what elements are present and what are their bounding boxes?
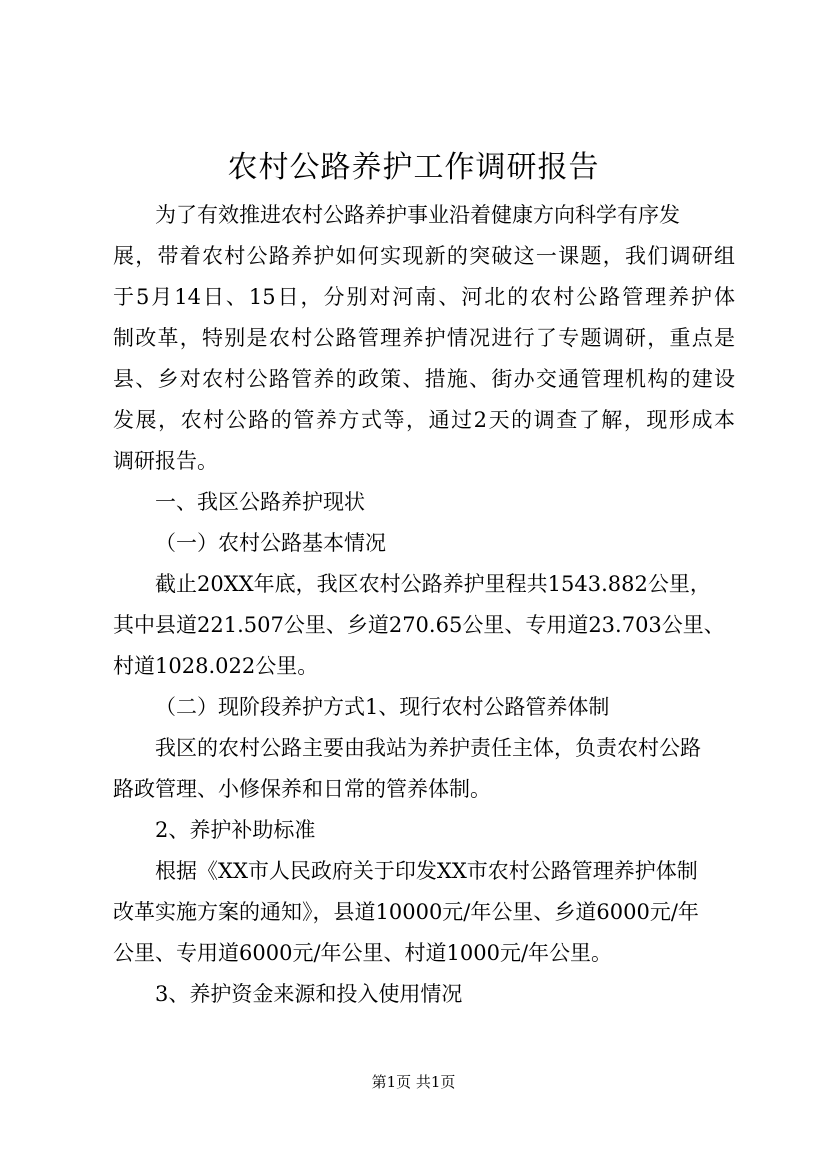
- paragraph-line-3: 于5月14日、15日，分别对河南、河北的农村公路管理养护体: [113, 285, 735, 309]
- paragraph-line-10: 村道1028.022公里。: [113, 654, 319, 678]
- subsection-heading-2: （二）现阶段养护方式1、现行农村公路管养体制: [155, 695, 610, 719]
- section-heading-1: 一、我区公路养护现状: [155, 490, 365, 514]
- document-title: 农村公路养护工作调研报告: [227, 150, 600, 185]
- paragraph-line-15: 公里、专用道6000元/年公里、村道1000元/年公里。: [113, 941, 613, 965]
- paragraph-line-6: 发展，农村公路的管养方式等，通过2天的调查了解，现形成本: [113, 408, 735, 432]
- paragraph-line-11: 我区的农村公路主要由我站为养护责任主体，负责农村公路: [155, 736, 701, 760]
- paragraph-line-1: 为了有效推进农村公路养护事业沿着健康方向科学有序发: [155, 203, 680, 227]
- item-heading-2: 2、养护补助标准: [155, 818, 316, 842]
- paragraph-line-8: 截止20XX年底，我区农村公路养护里程共1543.882公里，: [155, 572, 711, 596]
- page-footer: 第1页 共1页: [371, 1073, 456, 1091]
- paragraph-line-14: 改革实施方案的通知》，县道10000元/年公里、乡道6000元/年: [113, 900, 699, 924]
- paragraph-line-5: 县、乡对农村公路管养的政策、措施、街办交通管理机构的建设: [113, 367, 735, 391]
- paragraph-line-2: 展，带着农村公路养护如何实现新的突破这一课题，我们调研组: [113, 244, 735, 268]
- item-heading-3: 3、养护资金来源和投入使用情况: [155, 982, 463, 1006]
- paragraph-line-4: 制改革，特别是农村公路管理养护情况进行了专题调研，重点是: [113, 326, 735, 350]
- subsection-heading-1: （一）农村公路基本情况: [155, 531, 386, 555]
- paragraph-line-7: 调研报告。: [113, 449, 218, 473]
- paragraph-line-12: 路政管理、小修保养和日常的管养体制。: [113, 777, 491, 801]
- paragraph-line-13: 根据《XX市人民政府关于印发XX市农村公路管理养护体制: [155, 859, 698, 883]
- paragraph-line-9: 其中县道221.507公里、乡道270.65公里、专用道23.703公里、: [113, 613, 725, 637]
